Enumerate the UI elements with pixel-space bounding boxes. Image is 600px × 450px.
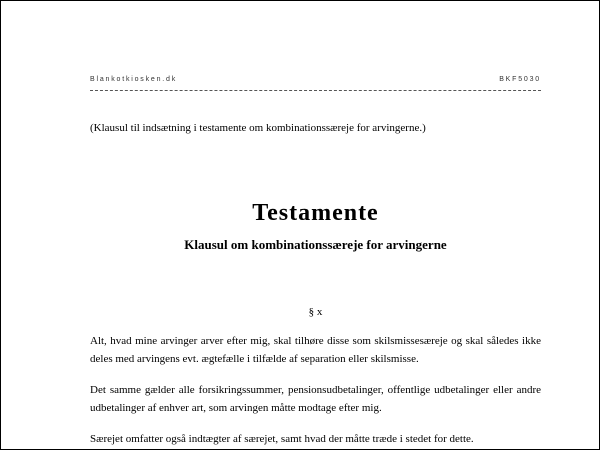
section-mark: § x bbox=[308, 306, 323, 318]
page-header bbox=[90, 76, 541, 91]
paragraph-3: Særejet omfatter også indtægter af særejet, samt hvad der måtte træde i stedet for dette. bbox=[90, 433, 474, 445]
paragraph-1: Alt, hvad mine arvinger arver efter mig, skal tilhøre disse som skilsmissesæreje og skal således ikke deles med arvingens evt. ægtefælle i tilfælde af separation eller skilsmisse. bbox=[90, 335, 541, 365]
document-title: Testamente bbox=[252, 200, 379, 226]
paragraph-2: Det samme gælder alle forsikringssummer, pensionsudbetalinger, offentlige udbetalinger eller andre udbetalinger af enhver art, som arvingen måtte modtage efter mig. bbox=[90, 384, 541, 414]
document-subtitle: Klausul om kombinationssæreje for arvingerne bbox=[184, 237, 447, 252]
header-site-name: Blankotkiosken.dk bbox=[90, 76, 178, 83]
header-form-code: BKF5030 bbox=[499, 76, 541, 83]
intro-note: (Klausul til indsætning i testamente om kombinationssæreje for arvingerne.) bbox=[90, 122, 426, 134]
